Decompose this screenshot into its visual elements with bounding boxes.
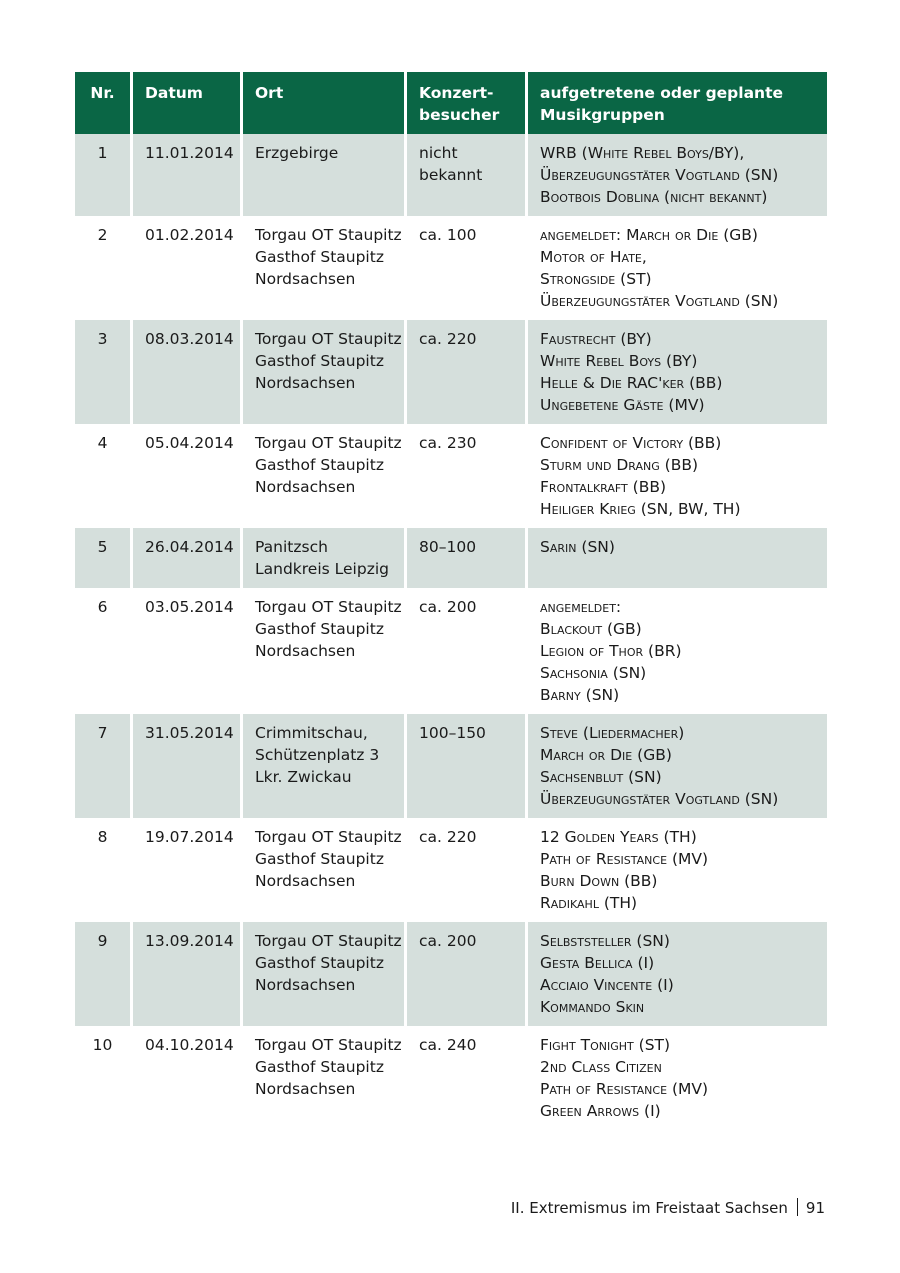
cell-musikgruppen [525,216,827,320]
cell-musikgruppen [525,320,827,424]
cell-nr: 8 [97,828,108,846]
ort-line: Gasthof Staupitz [255,1058,384,1076]
cell-ort [240,1026,404,1130]
cell-ort [240,588,404,714]
band-name: Blackout (GB) [540,620,642,638]
band-name: Überzeugungstäter Vogtland (SN) [540,790,779,808]
band-name: Gesta Bellica (I) [540,954,655,972]
ort-line: Erzgebirge [255,144,339,162]
cell-ort [240,528,404,588]
table-row [75,528,827,588]
band-name: March or Die (GB) [540,746,672,764]
band-name: Fight Tonight (ST) [540,1036,671,1054]
header-ort: Ort [240,72,404,134]
cell-besucher [404,424,525,528]
cell-musikgruppen [525,714,827,818]
ort-line: Nordsachsen [255,976,356,994]
table-body [75,134,827,1130]
header-besucher-line2: besucher [419,106,500,124]
table-row [75,588,827,714]
ort-line: Schützenplatz 3 [255,746,380,764]
cell-ort [240,134,404,216]
ort-line: Gasthof Staupitz [255,620,384,638]
table-header-row [75,72,827,134]
table-row [75,216,827,320]
cell-besucher [404,714,525,818]
table-row [75,424,827,528]
cell-besucher [404,818,525,922]
band-name: Heiliger Krieg (SN, BW, TH) [540,500,741,518]
band-name: Überzeugungstäter Vogtland (SN) [540,166,779,184]
cell-musikgruppen [525,134,827,216]
cell-datum: 26.04.2014 [130,528,240,588]
header-musikgruppen-line2: Musikgruppen [540,106,665,124]
band-name: Radikahl (TH) [540,894,638,912]
band-name: angemeldet: [540,598,622,616]
besucher-line: ca. 240 [419,1036,477,1054]
ort-line: Landkreis Leipzig [255,560,389,578]
ort-line: Nordsachsen [255,872,356,890]
cell-nr: 10 [92,1036,113,1054]
cell-besucher [404,588,525,714]
table-row [75,320,827,424]
band-name: 12 Golden Years (TH) [540,828,697,846]
header-datum: Datum [130,72,240,134]
page-number: 91 [805,1199,825,1217]
header-musikgruppen-line1: aufgetretene oder geplante [540,84,784,102]
concert-table [75,72,827,1130]
band-name: Selbststeller (SN) [540,932,670,950]
ort-line: Gasthof Staupitz [255,850,384,868]
ort-line: Gasthof Staupitz [255,456,384,474]
cell-musikgruppen [525,818,827,922]
page-footer [511,1198,825,1217]
table-row [75,818,827,922]
band-name: Confident of Victory (BB) [540,434,722,452]
cell-datum: 19.07.2014 [130,818,240,922]
band-name: Motor of Hate, [540,248,647,266]
ort-line: Nordsachsen [255,374,356,392]
besucher-line: ca. 220 [419,828,477,846]
ort-line: Lkr. Zwickau [255,768,352,786]
band-name: Faustrecht (BY) [540,330,652,348]
band-name: Path of Resistance (MV) [540,1080,709,1098]
band-name: Sturm und Drang (BB) [540,456,699,474]
cell-ort [240,714,404,818]
ort-line: Torgau OT Staupitz [255,226,402,244]
band-name: Bootbois Doblina (nicht bekannt) [540,188,768,206]
besucher-line: nicht [419,144,458,162]
cell-musikgruppen [525,922,827,1026]
cell-musikgruppen [525,1026,827,1130]
ort-line: Torgau OT Staupitz [255,932,402,950]
band-name: Sarin (SN) [540,538,615,556]
cell-musikgruppen [525,528,827,588]
cell-datum: 01.02.2014 [130,216,240,320]
band-name: Legion of Thor (BR) [540,642,682,660]
ort-line: Panitzsch [255,538,328,556]
ort-line: Torgau OT Staupitz [255,434,402,452]
band-name: Kommando Skin [540,998,645,1016]
ort-line: Nordsachsen [255,478,356,496]
band-name: WRB (White Rebel Boys/BY), [540,144,745,162]
besucher-line: bekannt [419,166,483,184]
ort-line: Gasthof Staupitz [255,248,384,266]
ort-line: Crimmitschau, [255,724,368,742]
cell-datum: 03.05.2014 [130,588,240,714]
ort-line: Nordsachsen [255,1080,356,1098]
besucher-line: ca. 230 [419,434,477,452]
header-musikgruppen [525,72,827,134]
cell-ort [240,424,404,528]
header-besucher-line1: Konzert- [419,84,494,102]
besucher-line: ca. 200 [419,598,477,616]
table-row [75,714,827,818]
cell-musikgruppen [525,588,827,714]
table-row [75,1026,827,1130]
table-row [75,134,827,216]
band-name: Barny (SN) [540,686,620,704]
ort-line: Gasthof Staupitz [255,954,384,972]
band-name: Helle & Die RAC'ker (BB) [540,374,723,392]
ort-line: Torgau OT Staupitz [255,828,402,846]
header-besucher [404,72,525,134]
cell-datum: 13.09.2014 [130,922,240,1026]
cell-nr: 5 [75,528,130,588]
ort-line: Gasthof Staupitz [255,352,384,370]
cell-nr: 4 [97,434,108,452]
header-nr: Nr. [75,72,130,134]
cell-besucher [404,922,525,1026]
ort-line: Torgau OT Staupitz [255,1036,402,1054]
band-name: Burn Down (BB) [540,872,658,890]
band-name: White Rebel Boys (BY) [540,352,698,370]
besucher-line: ca. 100 [419,226,477,244]
ort-line: Nordsachsen [255,642,356,660]
band-name: Path of Resistance (MV) [540,850,709,868]
cell-ort [240,922,404,1026]
band-name: 2nd Class Citizen [540,1058,662,1076]
band-name: Green Arrows (I) [540,1102,661,1120]
band-name: Sachsenblut (SN) [540,768,662,786]
cell-datum: 04.10.2014 [130,1026,240,1130]
footer-chapter: II. Extremismus im Freistaat Sachsen [510,1199,788,1217]
cell-nr: 6 [97,598,108,616]
ort-line: Nordsachsen [255,270,356,288]
cell-nr: 9 [75,922,130,1026]
cell-datum: 31.05.2014 [130,714,240,818]
cell-datum: 05.04.2014 [130,424,240,528]
table-row [75,922,827,1026]
ort-line: Torgau OT Staupitz [255,598,402,616]
band-name: Acciaio Vincente (I) [540,976,674,994]
band-name: Steve (Liedermacher) [540,724,685,742]
besucher-line: 80–100 [419,538,477,556]
besucher-line: ca. 200 [419,932,477,950]
besucher-line: 100–150 [419,724,486,742]
cell-besucher [404,134,525,216]
cell-besucher [404,216,525,320]
cell-nr: 3 [75,320,130,424]
band-name: Überzeugungstäter Vogtland (SN) [540,292,779,310]
footer-separator [797,1198,798,1216]
cell-ort [240,818,404,922]
cell-nr: 7 [75,714,130,818]
cell-ort [240,216,404,320]
band-name: Sachsonia (SN) [540,664,647,682]
cell-ort [240,320,404,424]
band-name: Ungebetene Gäste (MV) [540,396,705,414]
ort-line: Torgau OT Staupitz [255,330,402,348]
cell-musikgruppen [525,424,827,528]
band-name: angemeldet: March or Die (GB) [540,226,758,244]
cell-nr: 2 [97,226,108,244]
band-name: Frontalkraft (BB) [540,478,667,496]
band-name: Strongside (ST) [540,270,652,288]
besucher-line: ca. 220 [419,330,477,348]
cell-besucher [404,320,525,424]
cell-datum: 08.03.2014 [130,320,240,424]
cell-besucher [404,1026,525,1130]
cell-nr: 1 [75,134,130,216]
cell-datum: 11.01.2014 [130,134,240,216]
cell-besucher [404,528,525,588]
